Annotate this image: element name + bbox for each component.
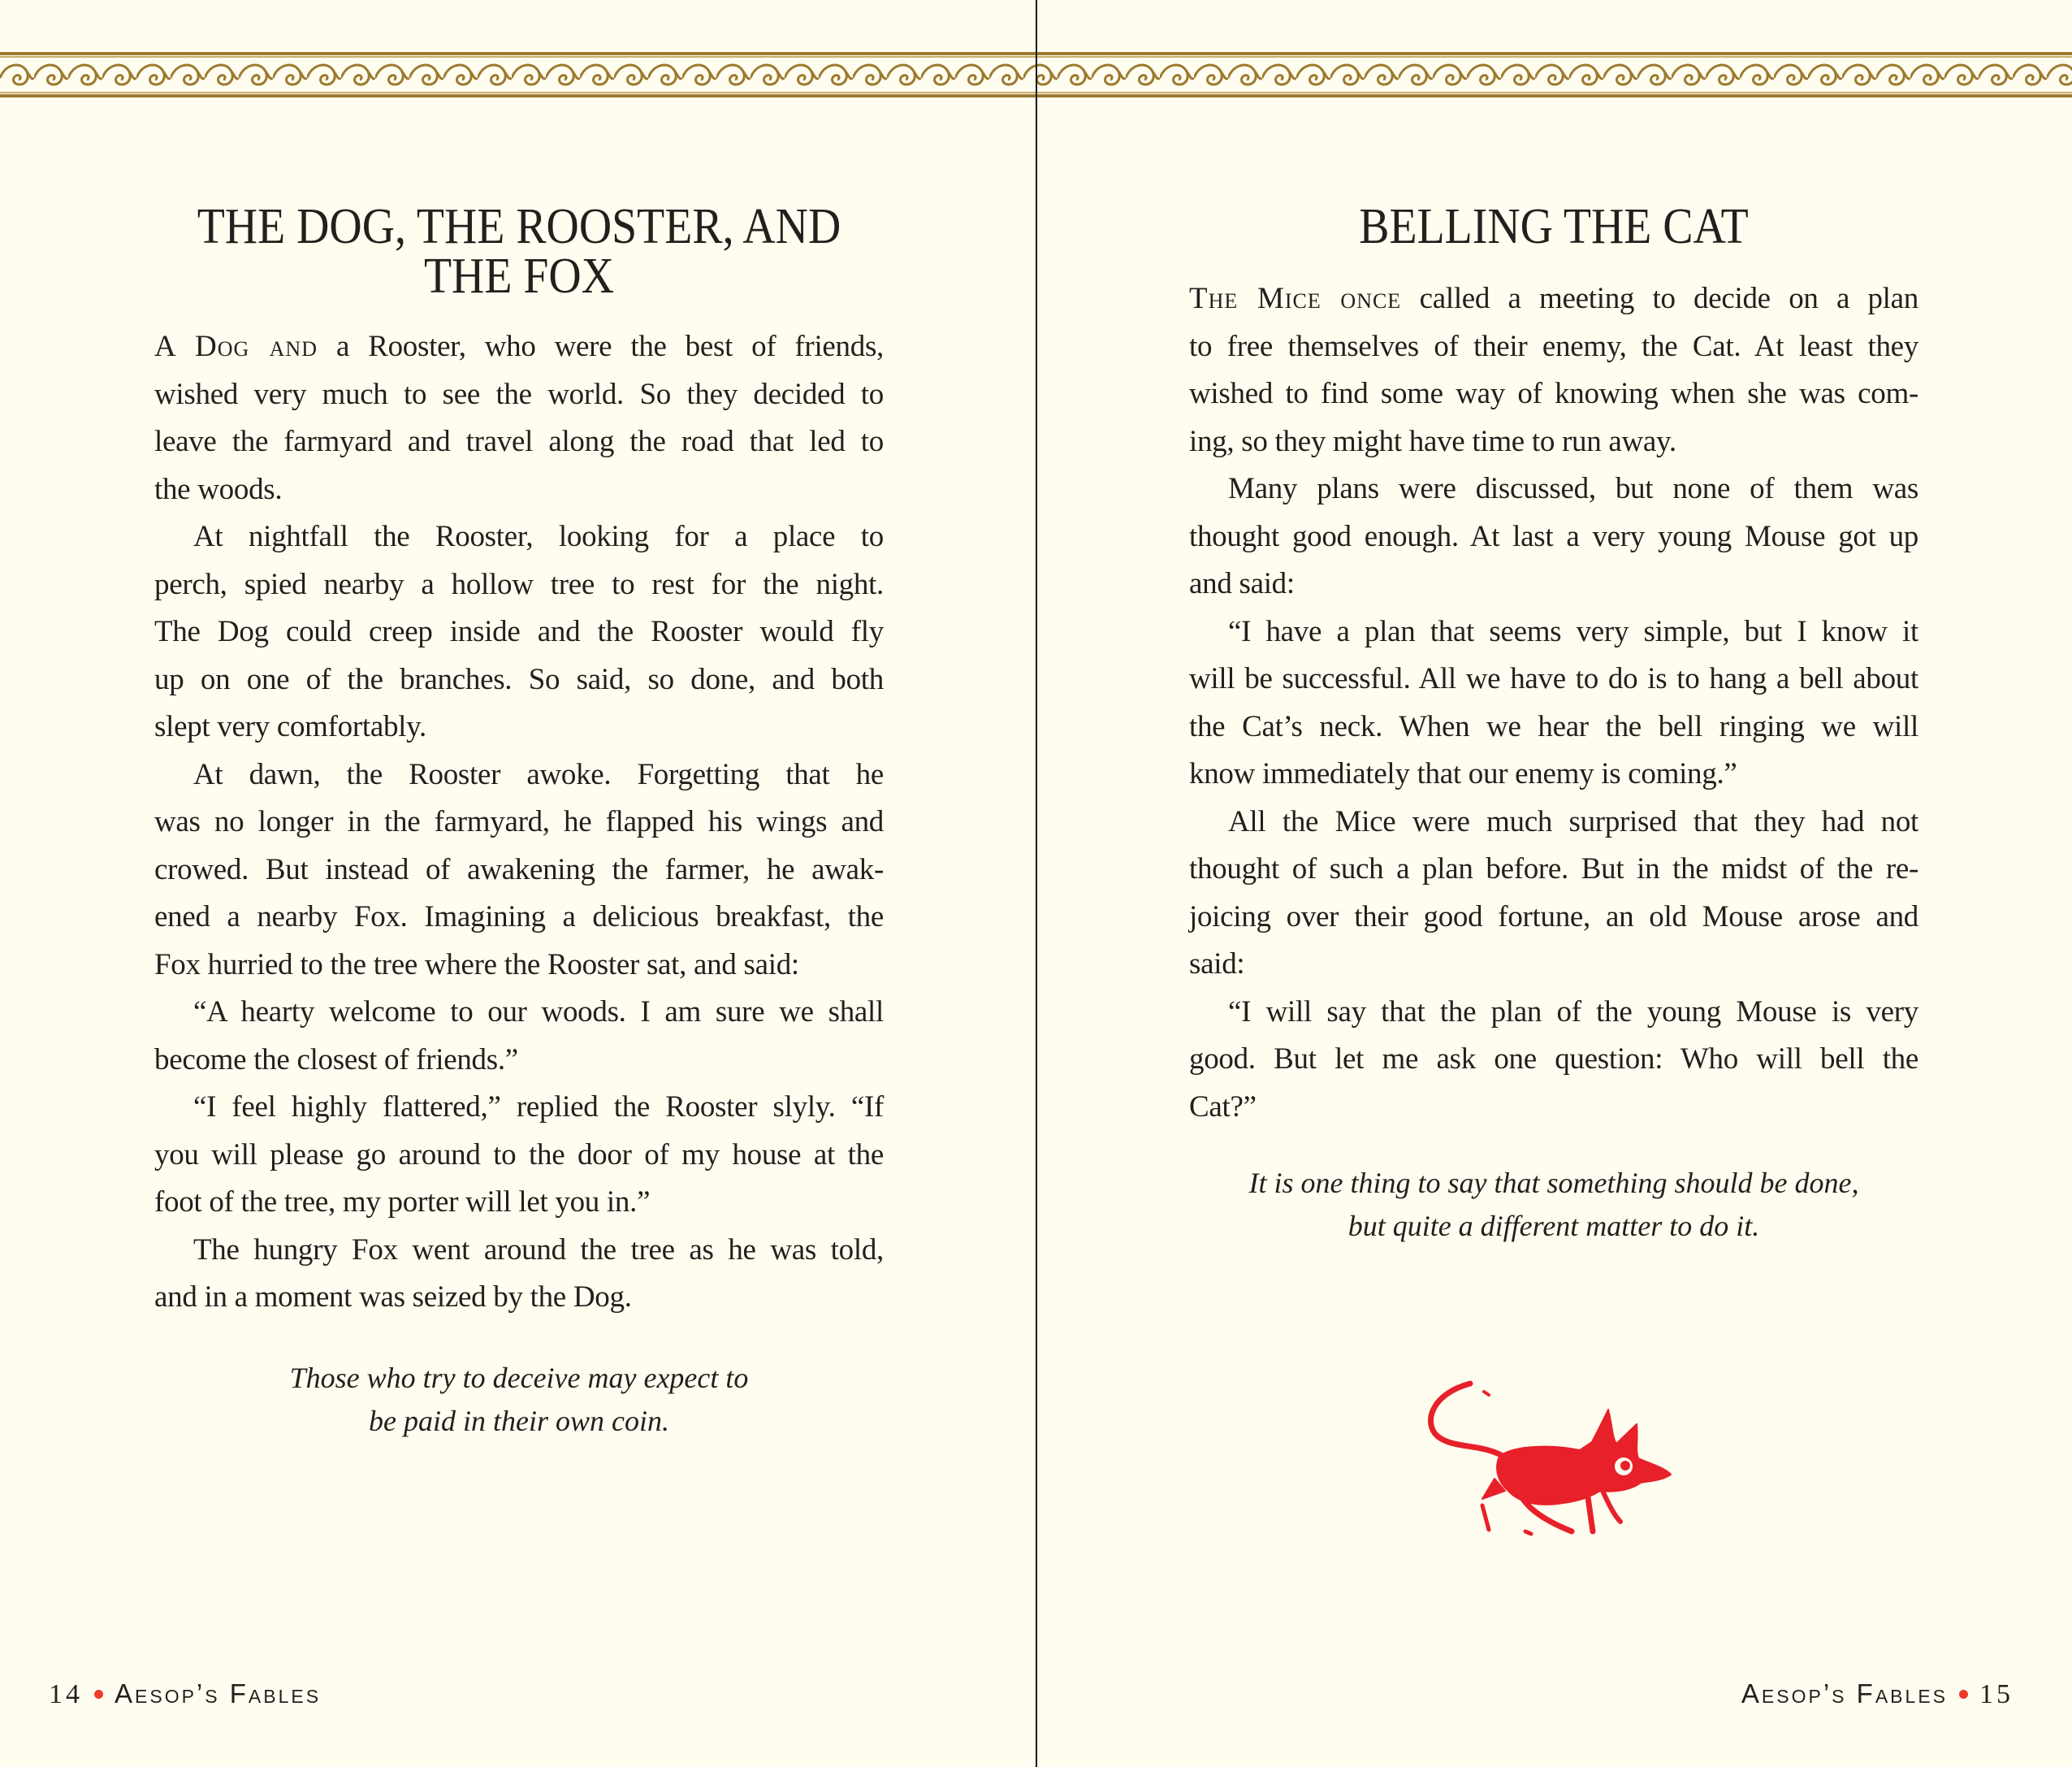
body-line: “I will say that the plan of the young Mouse is very — [1228, 994, 1918, 1029]
body-line: foot of the tree, my porter will let you in.” — [154, 1185, 651, 1219]
body-line: the woods. — [154, 472, 283, 506]
body-line: “I feel highly flattered,” replied the Rooster slyly. “If — [193, 1090, 884, 1124]
body-line: joicing over their good fortune, an old Mouse arose and — [1189, 899, 1918, 933]
body-line: you will please go around to the door of my house at the — [154, 1137, 884, 1172]
body-line: and said: — [1189, 567, 1295, 600]
page-footer-left — [49, 1680, 321, 1709]
drop-smallcaps: A Dog and — [154, 330, 318, 363]
body-line: “A hearty welcome to our woods. I am sure we shall — [193, 995, 884, 1029]
page-number: 15 — [1979, 1679, 2014, 1709]
fable-moral — [1189, 1162, 1918, 1248]
body-line: leave the farmyard and travel along the road that led to — [154, 425, 884, 458]
red-mouse-illustration — [1417, 1369, 1677, 1540]
body-line: up on one of the branches. So said, so done, and both — [154, 662, 884, 696]
body-line-first — [1189, 275, 1918, 323]
fable-title — [1226, 199, 1882, 254]
body-line: “I have a plan that seems very simple, but I know it — [1228, 614, 1918, 648]
running-title: Aesop’s Fables — [115, 1678, 322, 1709]
body-line: slept very comfortably. — [154, 710, 426, 743]
fable-moral — [154, 1357, 884, 1443]
page-gutter-divider — [1036, 0, 1037, 1767]
body-line: wished to find some way of knowing when she was com- — [1189, 377, 1918, 410]
body-line: perch, spied nearby a hollow tree to rest for the night. — [154, 567, 884, 601]
title-line: BELLING THE CAT — [1359, 199, 1749, 254]
body-line: the Cat’s neck. When we hear the bell ringing we will — [1189, 709, 1918, 743]
body-line: said: — [1189, 947, 1245, 981]
body-line: know immediately that our enemy is coming.” — [1189, 757, 1737, 790]
body-line: was no longer in the farmyard, he flapped his wings and — [154, 805, 884, 838]
body-line: ened a nearby Fox. Imagining a delicious breakfast, the — [154, 900, 884, 933]
body-line: wished very much to see the world. So they decided to — [154, 377, 884, 411]
body-line: All the Mice were much surprised that they had not — [1228, 804, 1918, 838]
bullet-icon — [1959, 1690, 1968, 1699]
first-line-text: called a meeting to decide on a plan — [1401, 282, 1918, 315]
body-line: Cat?” — [1189, 1089, 1257, 1124]
title-line: THE FOX — [423, 249, 615, 304]
fable-body — [1189, 275, 1918, 1131]
bullet-icon — [94, 1690, 103, 1699]
moral-line: be paid in their own coin. — [369, 1405, 669, 1437]
body-line: The Dog could creep inside and the Rooster would fly — [154, 615, 884, 648]
drop-smallcaps: The Mice once — [1189, 282, 1402, 315]
body-line: The hungry Fox went around the tree as he was told, — [193, 1232, 884, 1267]
moral-line: It is one thing to say that something should be done, — [1248, 1167, 1859, 1199]
body-line: crowed. But instead of awakening the farmer, he awak- — [154, 852, 884, 886]
body-line-first — [154, 323, 884, 371]
moral-line: but quite a different matter to do it. — [1347, 1210, 1760, 1242]
first-line-text: a Rooster, who were the best of friends, — [317, 330, 885, 363]
body-line: will be successful. All we have to do is to hang a bell about — [1189, 662, 1918, 695]
body-line: Many plans were discussed, but none of them was — [1228, 472, 1918, 505]
body-line: to free themselves of their enemy, the Cat. At least they — [1189, 329, 1918, 363]
left-page — [154, 0, 884, 1767]
page-number: 14 — [49, 1679, 83, 1709]
body-line: At dawn, the Rooster awoke. Forgetting that he — [193, 757, 884, 791]
body-line: become the closest of friends.” — [154, 1042, 518, 1076]
body-line: and in a moment was seized by the Dog. — [154, 1280, 632, 1314]
body-line: ing, so they might have time to run away. — [1189, 424, 1676, 458]
page-footer-right — [1741, 1680, 2014, 1709]
body-line: good. But let me ask one question: Who will bell the — [1189, 1042, 1918, 1076]
moral-line: Those who try to deceive may expect to — [289, 1362, 749, 1394]
body-line: Fox hurried to the tree where the Rooster sat, and said: — [154, 947, 799, 981]
running-title: Aesop’s Fables — [1741, 1678, 1948, 1709]
body-line: thought of such a plan before. But in the midst of the re- — [1189, 852, 1918, 886]
title-line: THE DOG, THE ROOSTER, AND — [197, 199, 841, 254]
fable-title — [191, 199, 847, 304]
fable-body — [154, 323, 884, 1322]
body-line: At nightfall the Rooster, looking for a place to — [193, 520, 884, 553]
body-line: thought good enough. At last a very young Mouse got up — [1189, 519, 1918, 553]
